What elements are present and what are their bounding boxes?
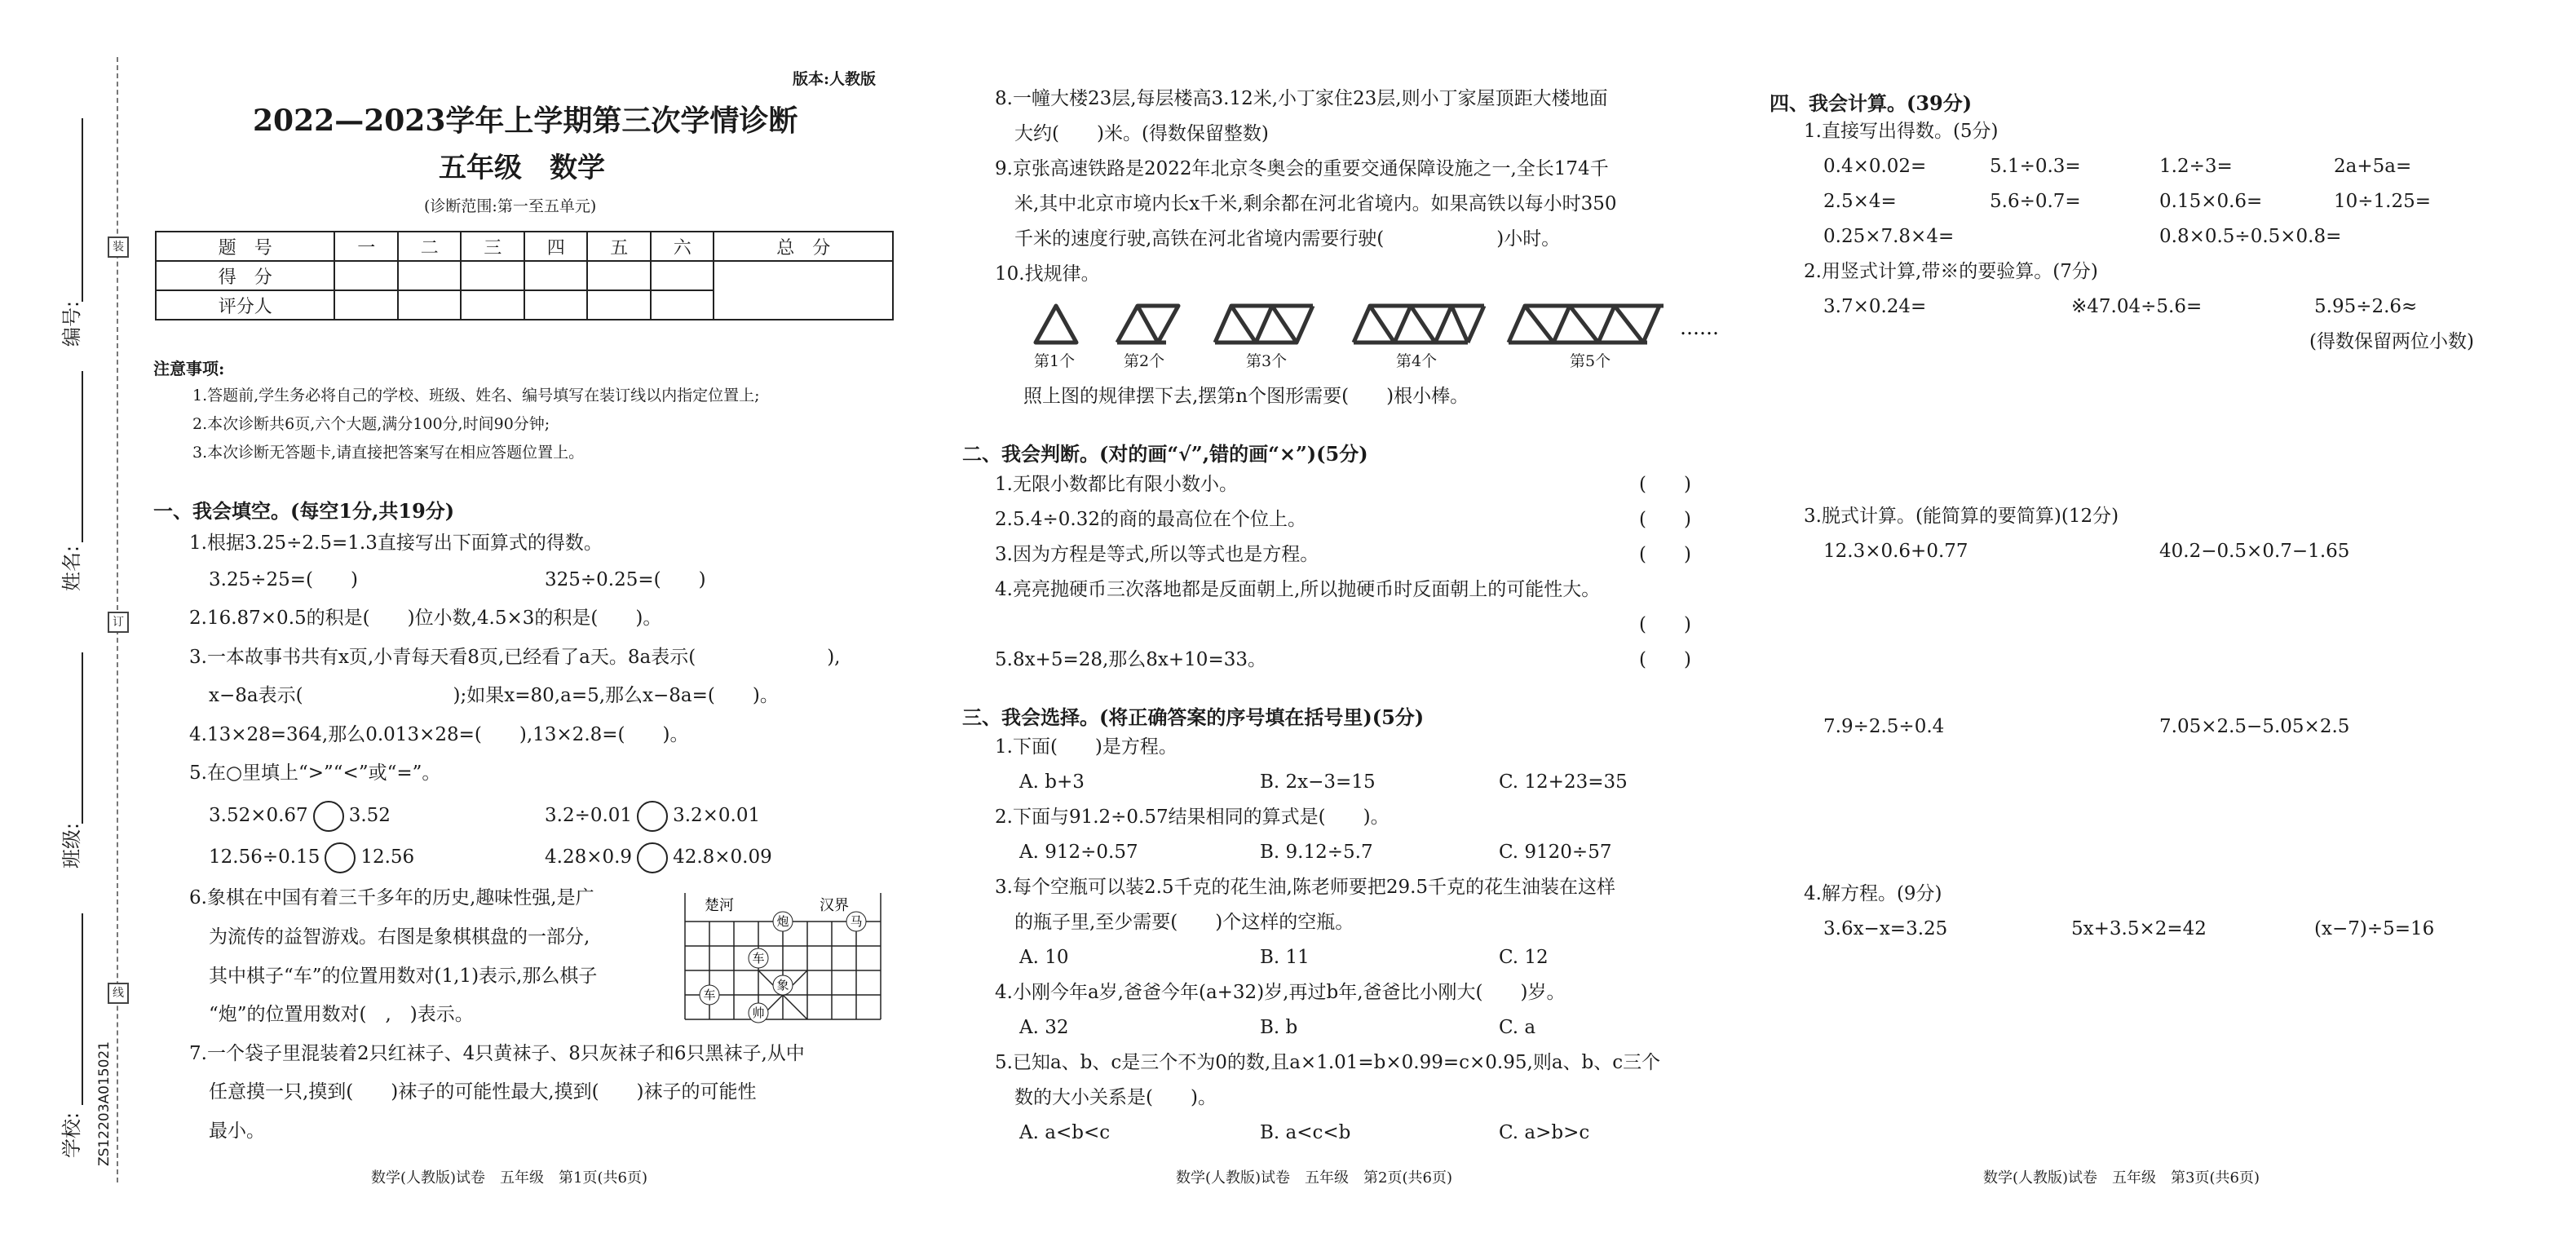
p1-q10: 10.找规律。 — [995, 263, 1100, 285]
pattern-ellipsis: …… — [1680, 316, 1719, 339]
score-cell[interactable] — [651, 261, 714, 290]
note-item: 1.答题前,学生务必将自己的学校、班级、姓名、编号填写在装订线以内指定位置上; — [192, 387, 760, 404]
score-table — [155, 231, 894, 320]
p1-q9-line: 米,其中北京市境内长x千米,剩余都在河北省境内。如果高铁以每小时350 — [1014, 193, 1617, 214]
chess-river-left: 楚河 — [705, 897, 734, 914]
calc-item: 5.95÷2.6≈ — [2314, 296, 2418, 317]
calc-item: 0.4×0.02= — [1823, 156, 1927, 177]
calc-item: (x−7)÷5=16 — [2314, 918, 2435, 939]
chess-piece-horse: 马 — [850, 914, 863, 929]
p1-q6-line: “炮”的位置用数对( , )表示。 — [209, 1004, 474, 1025]
note-item: 2.本次诊断共6页,六个大题,满分100分,时间90分钟; — [192, 415, 550, 433]
calc-item: 10÷1.25= — [2334, 191, 2432, 212]
choice-option: B. 9.12÷5.7 — [1260, 842, 1373, 863]
p1-q8-line: 大约( )米。(得数保留整数) — [1014, 123, 1269, 144]
expr: 12.56 — [360, 846, 415, 868]
judge-item: 2.5.4÷0.32的商的最高位在个位上。 — [995, 509, 1307, 530]
grader-cell[interactable] — [524, 290, 588, 320]
choice-option: B. b — [1260, 1017, 1298, 1038]
calc-item: 7.05×2.5−5.05×2.5 — [2159, 716, 2350, 737]
grader-cell[interactable] — [334, 290, 398, 320]
choice-option: C. 12 — [1499, 947, 1549, 968]
page-footer: 数学(人教版)试卷 五年级 第1页(共6页) — [371, 1169, 647, 1187]
calc-item: 5.6÷0.7= — [1990, 191, 2081, 212]
p1-q6-line: 其中棋子“车”的位置用数对(1,1)表示,那么棋子 — [209, 966, 598, 987]
calc-section: 4.解方程。(9分) — [1804, 883, 1942, 904]
choice-q: 数的大小关系是( )。 — [1014, 1087, 1217, 1108]
score-cell[interactable] — [587, 261, 651, 290]
p1-q5-row — [545, 842, 772, 873]
grader-cell[interactable] — [651, 290, 714, 320]
grader-cell[interactable] — [461, 290, 524, 320]
p1-q7-line: 7.一个袋子里混装着2只红袜子、4只黄袜子、8只灰袜子和6只黑袜子,从中 — [189, 1043, 805, 1064]
pattern-label: 第1个 — [1034, 352, 1076, 370]
pattern-label: 第4个 — [1396, 352, 1438, 370]
p1-q1: 1.根据3.25÷2.5=1.3直接写出下面算式的得数。 — [189, 533, 603, 554]
score-cell[interactable] — [334, 261, 398, 290]
choice-option: A. b+3 — [1019, 771, 1085, 793]
calc-item: ※47.04÷5.6= — [2071, 296, 2203, 317]
page-footer: 数学(人教版)试卷 五年级 第3页(共6页) — [1983, 1169, 2260, 1187]
school-write-line[interactable] — [82, 913, 83, 1105]
expr: 3.52 — [348, 805, 391, 826]
chess-river-right: 汉界 — [820, 897, 849, 914]
choice-option: C. a>b>c — [1499, 1122, 1590, 1143]
p1-q3b: x−8a表示( );如果x=80,a=5,那么x−8a=( )。 — [209, 685, 779, 706]
score-header: 四 — [524, 232, 588, 261]
choice-option: B. 2x−3=15 — [1260, 771, 1376, 793]
calc-section: 1.直接写出得数。(5分) — [1804, 121, 1999, 142]
p1-q7-line: 最小。 — [209, 1120, 265, 1142]
calc-item: 7.9÷2.5÷0.4 — [1823, 716, 1945, 737]
score-header: 六 — [651, 232, 714, 261]
expr: 12.56÷0.15 — [209, 846, 320, 868]
calc-item: 0.8×0.5÷0.5×0.8= — [2159, 226, 2342, 247]
judge-item: 4.亮亮抛硬币三次落地都是反面朝上,所以抛硬币时反面朝上的可能性大。 — [995, 579, 1601, 600]
chess-piece-chariot: 车 — [752, 951, 765, 966]
judge-item: 5.8x+5=28,那么8x+10=33。 — [995, 649, 1266, 670]
choice-option: C. 12+23=35 — [1499, 771, 1628, 793]
judge-paren[interactable]: ( ) — [1639, 614, 1691, 635]
p1-q1b: 325÷0.25=( ) — [545, 569, 706, 590]
p1-q1a: 3.25÷25=( ) — [209, 569, 358, 590]
calc-item: 5.1÷0.3= — [1990, 156, 2081, 177]
p1-q9-line: 9.京张高速铁路是2022年北京冬奥会的重要交通保障设施之一,全长174千 — [995, 158, 1609, 179]
pattern-label: 第3个 — [1246, 352, 1288, 370]
choice-option: B. a<c<b — [1260, 1122, 1351, 1143]
p1-q5-row — [209, 801, 391, 832]
compare-circle[interactable] — [637, 801, 668, 832]
score-cell[interactable] — [524, 261, 588, 290]
score-header: 三 — [461, 232, 524, 261]
p1-q8-line: 8.一幢大楼23层,每层楼高3.12米,小丁家住23层,则小丁家屋顶距大楼地面 — [995, 88, 1608, 109]
calc-section: 2.用竖式计算,带※的要验算。(7分) — [1804, 261, 2098, 282]
score-header: 一 — [334, 232, 398, 261]
choice-q: 3.每个空瓶可以装2.5千克的花生油,陈老师要把29.5千克的花生油装在这样 — [995, 877, 1616, 898]
page-footer: 数学(人教版)试卷 五年级 第2页(共6页) — [1176, 1169, 1452, 1187]
p1-q4: 4.13×28=364,那么0.013×28=( ),13×2.8=( )。 — [189, 724, 689, 745]
name-label: 姓名: — [60, 545, 83, 591]
score-header: 题 号 — [156, 232, 334, 261]
judge-paren[interactable]: ( ) — [1639, 544, 1691, 565]
compare-circle[interactable] — [637, 842, 668, 873]
part2-title: 二、我会判断。(对的画“√”,错的画“×”)(5分) — [962, 442, 1368, 466]
calc-item: 0.15×0.6= — [2159, 191, 2263, 212]
choice-option: A. a<b<c — [1019, 1122, 1111, 1143]
choice-option: B. 11 — [1260, 947, 1310, 968]
pattern-label: 第2个 — [1124, 352, 1165, 370]
part3-title: 三、我会选择。(将正确答案的序号填在括号里)(5分) — [962, 705, 1425, 729]
score-cell[interactable] — [398, 261, 462, 290]
p1-q5-row — [545, 801, 760, 832]
calc-section: 3.脱式计算。(能简算的要简算)(12分) — [1804, 506, 2119, 527]
p1-q5: 5.在○里填上“>”“<”或“=”。 — [189, 762, 441, 784]
school-label: 学校: — [60, 1112, 83, 1158]
p1-q2: 2.16.87×0.5的积是( )位小数,4.5×3的积是( )。 — [189, 608, 662, 629]
calc-item: 3.7×0.24= — [1823, 296, 1927, 317]
grader-cell[interactable] — [398, 290, 462, 320]
binding-strip — [0, 0, 139, 1242]
p1-q6-line: 为流传的益智游戏。右图是象棋棋盘的一部分, — [209, 926, 590, 948]
number-write-line[interactable] — [82, 118, 83, 302]
note-item: 3.本次诊断无答题卡,请直接把答案写在相应答题位置上。 — [192, 444, 585, 462]
calc-item: 1.2÷3= — [2159, 156, 2233, 177]
score-header: 五 — [587, 232, 651, 261]
judge-item: 1.无限小数都比有限小数小。 — [995, 474, 1238, 495]
choice-option: A. 10 — [1019, 947, 1069, 968]
choice-option: C. a — [1499, 1017, 1536, 1038]
calc-item: 12.3×0.6+0.77 — [1823, 541, 1968, 562]
compare-circle[interactable] — [313, 801, 344, 832]
expr: 3.2×0.01 — [673, 805, 761, 826]
choice-q: 的瓶子里,至少需要( )个这样的空瓶。 — [1014, 912, 1354, 933]
calc-item: 0.25×7.8×4= — [1823, 226, 1955, 247]
calc-item: 5x+3.5×2=42 — [2071, 918, 2207, 939]
compare-circle[interactable] — [325, 842, 356, 873]
chess-piece-cannon: 炮 — [776, 914, 789, 929]
binding-mark-xian: 线 — [108, 983, 129, 1004]
expr: 4.28×0.9 — [545, 846, 633, 868]
score-header: 二 — [398, 232, 462, 261]
part1-title: 一、我会填空。(每空1分,共19分) — [153, 499, 455, 523]
judge-paren[interactable]: ( ) — [1639, 509, 1691, 530]
class-write-line[interactable] — [82, 652, 83, 824]
version-label: 版本:人教版 — [793, 70, 877, 88]
name-write-line[interactable] — [82, 371, 83, 542]
exam-subtitle: 五年级 数学 — [439, 152, 605, 184]
number-label: 编号: — [60, 300, 83, 347]
expr: 3.2÷0.01 — [545, 805, 633, 826]
score-header: 总 分 — [714, 232, 893, 261]
judge-paren[interactable]: ( ) — [1639, 649, 1691, 670]
choice-q: 2.下面与91.2÷0.57结果相同的算式是( )。 — [995, 807, 1390, 828]
chess-piece-chariot: 车 — [703, 988, 716, 1002]
expr: 3.52×0.67 — [209, 805, 308, 826]
calc-note: (得数保留两位小数) — [2309, 331, 2474, 352]
score-cell[interactable] — [461, 261, 524, 290]
chess-board — [677, 889, 885, 1032]
choice-q: 1.下面( )是方程。 — [995, 736, 1178, 758]
calc-item: 3.6x−x=3.25 — [1823, 918, 1948, 939]
exam-scope: (诊断范围:第一至五单元) — [424, 197, 597, 215]
calc-item: 40.2−0.5×0.7−1.65 — [2159, 541, 2350, 562]
judge-paren[interactable]: ( ) — [1639, 474, 1691, 495]
calc-item: 2.5×4= — [1823, 191, 1897, 212]
expr: 42.8×0.09 — [673, 846, 772, 868]
part4-title: 四、我会计算。(39分) — [1770, 91, 1973, 115]
grader-row-label: 评分人 — [156, 290, 334, 320]
chess-piece-elephant: 象 — [776, 978, 789, 992]
paper-code: ZS12203A015021 — [96, 1041, 113, 1166]
class-label: 班级: — [60, 822, 83, 869]
chess-piece-marshal: 帅 — [752, 1006, 765, 1020]
p1-q7-line: 任意摸一只,摸到( )袜子的可能性最大,摸到( )袜子的可能性 — [209, 1081, 757, 1103]
grader-cell[interactable] — [587, 290, 651, 320]
binding-mark-ding: 订 — [108, 612, 129, 633]
p1-q5-row — [209, 842, 414, 873]
judge-item: 3.因为方程是等式,所以等式也是方程。 — [995, 544, 1319, 565]
notes-title: 注意事项: — [153, 359, 225, 378]
choice-option: A. 32 — [1019, 1017, 1069, 1038]
pattern-label: 第5个 — [1570, 352, 1611, 370]
total-score-cell[interactable] — [714, 261, 893, 320]
choice-q: 4.小刚今年a岁,爸爸今年(a+32)岁,再过b年,爸爸比小刚大( )岁。 — [995, 982, 1566, 1003]
p1-q9-line: 千米的速度行驶,高铁在河北省境内需要行驶( )小时。 — [1014, 228, 1561, 250]
p1-q3a: 3.一本故事书共有x页,小青每天看8页,已经看了a天。8a表示( ), — [189, 647, 841, 668]
choice-q: 5.已知a、b、c是三个不为0的数,且a×1.01=b×0.99=c×0.95,则a、b、c三个 — [995, 1052, 1661, 1073]
score-row-label: 得 分 — [156, 261, 334, 290]
p1-q6-line: 6.象棋在中国有着三千多年的历史,趣味性强,是广 — [189, 887, 594, 908]
exam-title: 2022—2023学年上学期第三次学情诊断 — [253, 104, 798, 138]
choice-option: C. 9120÷57 — [1499, 842, 1612, 863]
calc-item: 2a+5a= — [2334, 156, 2412, 177]
p1-q10-tail: 照上图的规律摆下去,摆第n个图形需要( )根小棒。 — [1023, 386, 1469, 407]
choice-option: A. 912÷0.57 — [1019, 842, 1138, 863]
binding-mark-zhuang: 装 — [108, 236, 129, 258]
